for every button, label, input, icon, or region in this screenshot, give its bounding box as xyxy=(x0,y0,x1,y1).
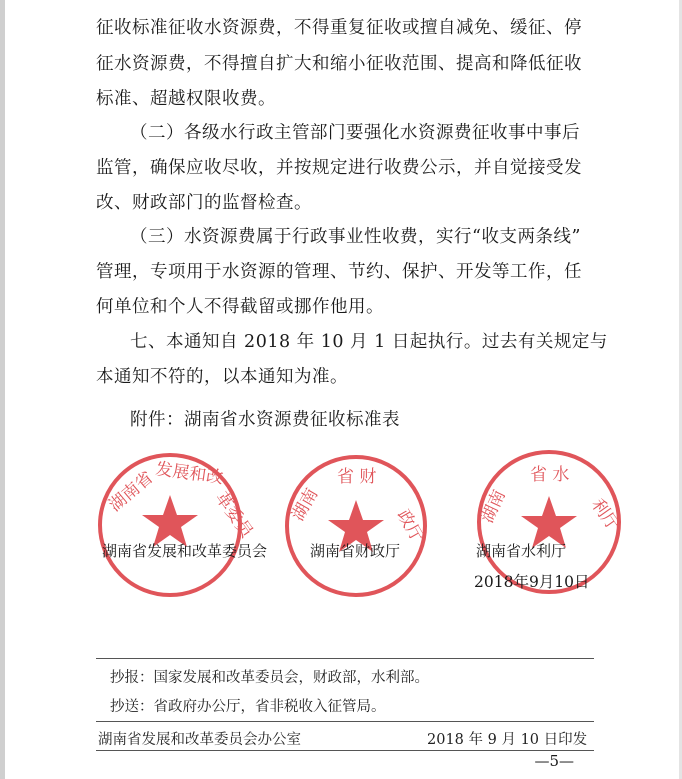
signature-org-3: 湖南省水利厅 xyxy=(476,542,567,560)
page-number: —5— xyxy=(534,752,574,770)
svg-text:革委员: 革委员 xyxy=(210,488,257,542)
footer-issuer: 湖南省发展和改革委员会办公室 xyxy=(98,732,301,748)
svg-text:利厅: 利厅 xyxy=(586,495,623,535)
body-line: 征收标准征收水资源费，不得重复征收或擅自减免、缓征、停 xyxy=(96,18,582,38)
footer-rule-top xyxy=(96,658,594,659)
body-line: 本通知不符的，以本通知为准。 xyxy=(96,367,348,387)
svg-text:省 水: 省 水 xyxy=(530,465,570,485)
body-line: 改、财政部门的监督检查。 xyxy=(96,193,312,213)
body-line: 何单位和个人不得截留或挪作他用。 xyxy=(96,297,384,317)
body-line: 标准、超越权限收费。 xyxy=(96,89,276,109)
page-left-edge xyxy=(0,0,5,779)
body-line: 监管，确保应收尽收，并按规定进行收费公示，并自觉接受发 xyxy=(96,158,582,178)
svg-text:省 财: 省 财 xyxy=(337,467,377,487)
svg-text:湖南省: 湖南省 xyxy=(105,467,158,516)
svg-text:湖南: 湖南 xyxy=(288,485,323,525)
body-line: 管理，专项用于水资源的管理、节约、保护、开发等工作，任 xyxy=(96,262,582,282)
body-line: 七、本通知自 2018 年 10 月 1 日起执行。过去有关规定与 xyxy=(130,332,608,352)
footer-cc-report: 抄报：国家发展和改革委员会，财政部，水利部。 xyxy=(110,670,429,686)
attachment-line: 附件：湖南省水资源费征收标准表 xyxy=(130,410,400,430)
signature-org-2: 湖南省财政厅 xyxy=(310,542,401,560)
seal-finance-department xyxy=(285,452,427,600)
footer-rule-bottom xyxy=(96,750,594,751)
signature-date: 2018年9月10日 xyxy=(474,573,590,591)
svg-text:政厅: 政厅 xyxy=(392,506,427,546)
footer-rule-middle xyxy=(96,721,594,722)
footer-cc-copy: 抄送：省政府办公厅，省非税收入征管局。 xyxy=(110,699,386,715)
signature-org-1: 湖南省发展和改革委员会 xyxy=(102,542,268,560)
body-line: 征水资源费，不得擅自扩大和缩小征收范围、提高和降低征收 xyxy=(96,54,582,74)
seal-development-reform-commission xyxy=(97,452,257,598)
footer-print-date: 2018 年 9 月 10 日印发 xyxy=(427,732,588,748)
body-line: （二）各级水行政主管部门要强化水资源费征收事中事后 xyxy=(130,123,580,143)
svg-text:湖南: 湖南 xyxy=(477,486,510,527)
svg-text:发展和改: 发展和改 xyxy=(154,459,225,489)
body-line: （三）水资源费属于行政事业性收费，实行“收支两条线” xyxy=(130,227,581,247)
